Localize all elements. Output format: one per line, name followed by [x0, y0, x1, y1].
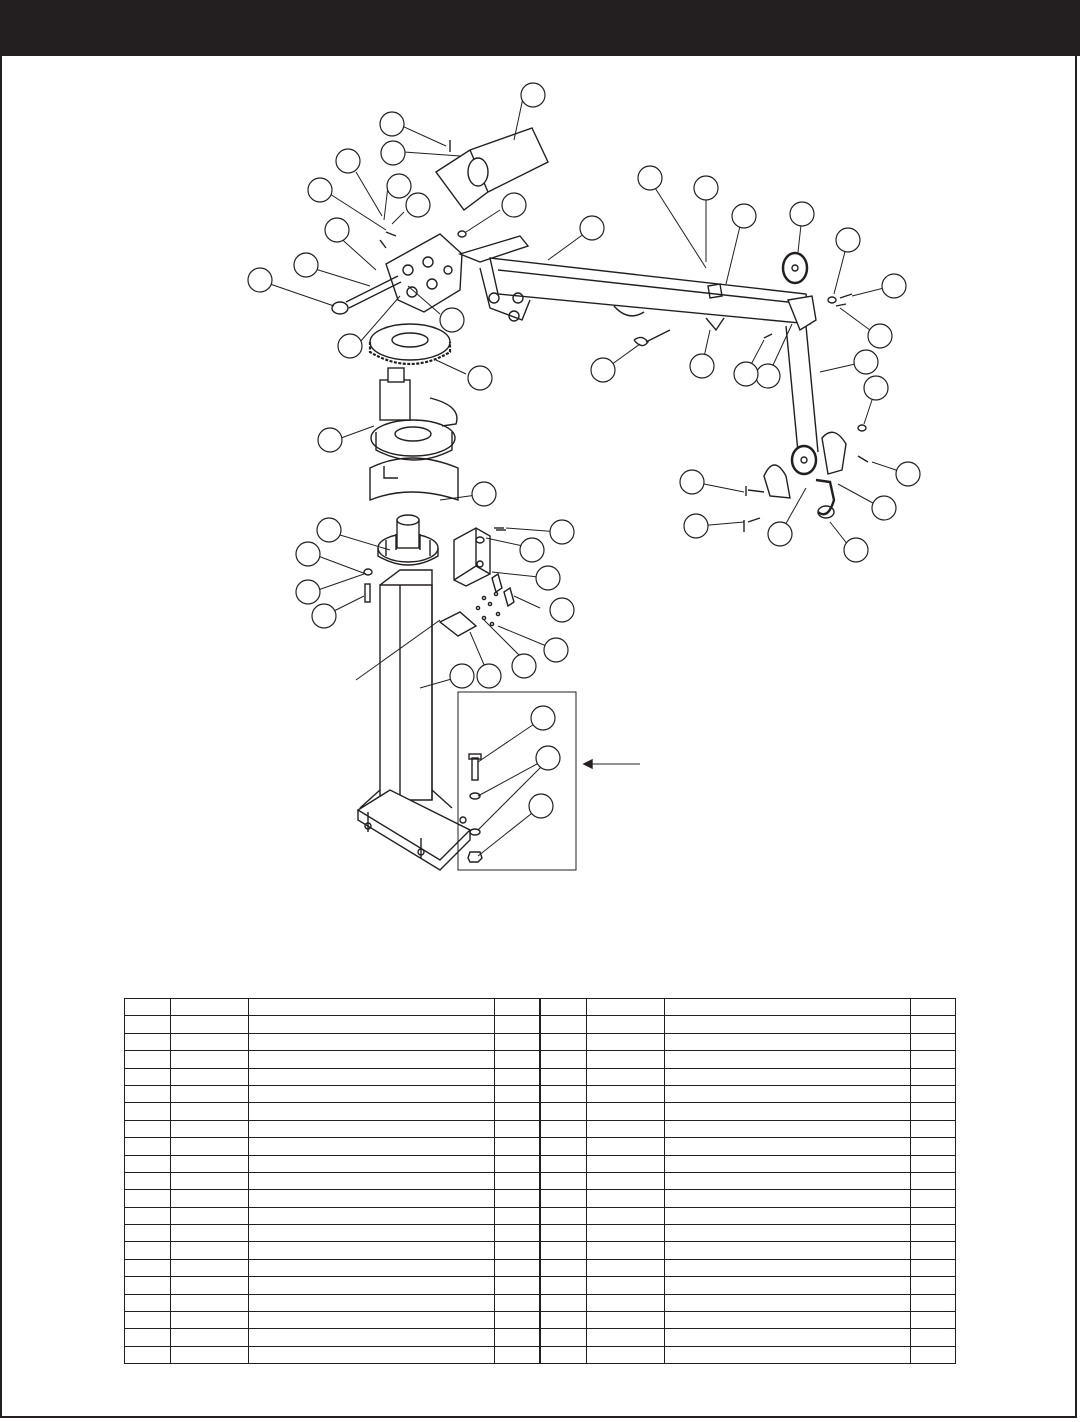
table-row — [125, 1138, 956, 1155]
table-row — [125, 1329, 956, 1346]
cell-qty — [495, 1103, 540, 1120]
table-row — [125, 999, 956, 1016]
cell-item — [541, 1294, 587, 1311]
cell-part-number — [171, 1294, 249, 1311]
cell-item — [125, 1207, 171, 1224]
cell-qty — [495, 1207, 540, 1224]
cell-part-number — [171, 1138, 249, 1155]
cell-part-number — [171, 1172, 249, 1189]
cell-qty — [911, 1225, 956, 1242]
callout-circles — [248, 83, 920, 818]
cell-qty — [911, 1277, 956, 1294]
table-row — [125, 1225, 956, 1242]
cell-qty — [495, 1329, 540, 1346]
cell-part-number — [587, 1312, 665, 1329]
cell-qty — [911, 1294, 956, 1311]
parts-list-table — [124, 998, 956, 1364]
table-row — [125, 1259, 956, 1276]
cell-description — [665, 1016, 911, 1033]
cell-item — [125, 1346, 171, 1363]
cell-qty — [911, 1207, 956, 1224]
cell-part-number — [171, 1016, 249, 1033]
cable — [786, 326, 818, 452]
cell-description — [665, 1051, 911, 1068]
cell-qty — [911, 1051, 956, 1068]
table-row — [125, 1312, 956, 1329]
cell-qty — [911, 1172, 956, 1189]
cell-part-number — [171, 1033, 249, 1050]
cell-item — [541, 1068, 587, 1085]
cell-part-number — [587, 1085, 665, 1102]
cell-qty — [495, 1155, 540, 1172]
cell-description — [665, 1103, 911, 1120]
cell-qty — [495, 1259, 540, 1276]
cell-part-number — [587, 1172, 665, 1189]
cell-description — [249, 1155, 495, 1172]
header-bar — [0, 0, 1080, 56]
table-row — [125, 1085, 956, 1102]
cell-qty — [911, 1138, 956, 1155]
cell-qty — [495, 1068, 540, 1085]
cell-qty — [911, 1190, 956, 1207]
cell-part-number — [171, 1225, 249, 1242]
table-row — [125, 1346, 956, 1363]
table-row — [125, 1016, 956, 1033]
cell-description — [249, 1329, 495, 1346]
cell-description — [249, 1120, 495, 1137]
cell-part-number — [587, 1346, 665, 1363]
cell-item — [541, 1242, 587, 1259]
table-row — [125, 1294, 956, 1311]
cell-part-number — [587, 1120, 665, 1137]
cell-qty — [911, 1312, 956, 1329]
cell-description — [249, 1103, 495, 1120]
cell-qty — [495, 1085, 540, 1102]
cell-description — [249, 1277, 495, 1294]
cell-description — [665, 1207, 911, 1224]
cell-qty — [911, 1259, 956, 1276]
cell-qty — [495, 1225, 540, 1242]
cell-item — [541, 1033, 587, 1050]
cell-description — [665, 999, 911, 1016]
cell-part-number — [171, 1155, 249, 1172]
cell-part-number — [171, 1207, 249, 1224]
cell-item — [125, 1225, 171, 1242]
cell-description — [665, 1120, 911, 1137]
cell-description — [249, 1312, 495, 1329]
cell-item — [541, 1085, 587, 1102]
cell-part-number — [171, 1103, 249, 1120]
control-box — [454, 528, 514, 606]
cell-part-number — [171, 1242, 249, 1259]
table-row — [125, 1120, 956, 1137]
cell-item — [541, 1312, 587, 1329]
cell-qty — [495, 1190, 540, 1207]
cell-part-number — [587, 1051, 665, 1068]
exploded-parts-diagram — [0, 56, 1080, 936]
cell-qty — [495, 1138, 540, 1155]
cell-description — [665, 1346, 911, 1363]
cell-qty — [911, 1033, 956, 1050]
table-row — [125, 1207, 956, 1224]
cell-qty — [495, 1033, 540, 1050]
cover-plate — [440, 592, 500, 636]
cover-band — [370, 458, 458, 500]
cell-part-number — [171, 1312, 249, 1329]
cell-item — [125, 1138, 171, 1155]
cell-description — [665, 1259, 911, 1276]
cell-item — [541, 1051, 587, 1068]
cell-item — [541, 999, 587, 1016]
cell-description — [249, 1085, 495, 1102]
cell-item — [125, 1190, 171, 1207]
cell-item — [125, 1294, 171, 1311]
cell-part-number — [587, 1138, 665, 1155]
top-sheave — [783, 253, 807, 283]
cell-part-number — [171, 1120, 249, 1137]
cell-qty — [911, 1016, 956, 1033]
cell-item — [125, 1103, 171, 1120]
upper-mast — [371, 368, 457, 460]
table-row — [125, 1068, 956, 1085]
cell-description — [249, 1225, 495, 1242]
cell-qty — [911, 1329, 956, 1346]
cell-description — [249, 1346, 495, 1363]
cell-item — [541, 1103, 587, 1120]
cell-qty — [495, 1277, 540, 1294]
cell-qty — [911, 1242, 956, 1259]
cell-qty — [495, 1312, 540, 1329]
cell-description — [665, 1277, 911, 1294]
cell-qty — [911, 1085, 956, 1102]
cell-part-number — [587, 1190, 665, 1207]
cell-item — [541, 1172, 587, 1189]
cell-item — [125, 1259, 171, 1276]
table-row — [125, 1172, 956, 1189]
cell-item — [125, 1312, 171, 1329]
cell-description — [665, 1138, 911, 1155]
cell-description — [665, 1172, 911, 1189]
cell-qty — [495, 1120, 540, 1137]
cell-item — [541, 1225, 587, 1242]
table-row — [125, 1033, 956, 1050]
cell-description — [665, 1294, 911, 1311]
base-flange — [378, 515, 438, 565]
cell-part-number — [171, 999, 249, 1016]
cell-item — [125, 1155, 171, 1172]
cell-qty — [911, 1155, 956, 1172]
cell-part-number — [587, 1016, 665, 1033]
cell-item — [541, 1016, 587, 1033]
table-row — [125, 1155, 956, 1172]
boom — [460, 236, 816, 330]
cell-description — [249, 1016, 495, 1033]
cell-part-number — [587, 1103, 665, 1120]
cell-item — [125, 1085, 171, 1102]
cell-item — [541, 1277, 587, 1294]
cell-item — [541, 1207, 587, 1224]
cell-item — [125, 999, 171, 1016]
cell-item — [541, 1259, 587, 1276]
cell-item — [125, 1242, 171, 1259]
cell-description — [249, 1068, 495, 1085]
cell-description — [665, 1329, 911, 1346]
cell-part-number — [587, 1294, 665, 1311]
cell-description — [249, 1242, 495, 1259]
cell-part-number — [171, 1085, 249, 1102]
cell-qty — [911, 999, 956, 1016]
cell-description — [249, 1033, 495, 1050]
cell-item — [541, 1155, 587, 1172]
cell-part-number — [587, 1207, 665, 1224]
table-row — [125, 1190, 956, 1207]
cell-qty — [495, 1242, 540, 1259]
cell-qty — [911, 1346, 956, 1363]
cell-item — [125, 1172, 171, 1189]
cell-part-number — [587, 1242, 665, 1259]
cell-description — [249, 1259, 495, 1276]
cell-qty — [495, 1346, 540, 1363]
cell-description — [665, 1155, 911, 1172]
cell-item — [125, 1068, 171, 1085]
cell-part-number — [171, 1259, 249, 1276]
table-row — [125, 1103, 956, 1120]
hook-block — [764, 432, 868, 518]
cell-description — [665, 1312, 911, 1329]
cell-description — [249, 1051, 495, 1068]
cell-item — [125, 1120, 171, 1137]
cell-part-number — [587, 999, 665, 1016]
parts-list-body — [125, 999, 956, 1364]
cell-description — [249, 999, 495, 1016]
cell-qty — [911, 1068, 956, 1085]
cell-item — [541, 1190, 587, 1207]
cell-part-number — [171, 1051, 249, 1068]
cell-item — [125, 1277, 171, 1294]
cell-qty — [911, 1120, 956, 1137]
table-row — [125, 1277, 956, 1294]
slew-gear — [370, 324, 450, 364]
cell-qty — [495, 1016, 540, 1033]
cell-description — [665, 1242, 911, 1259]
table-row — [125, 1051, 956, 1068]
cell-item — [125, 1051, 171, 1068]
motor — [436, 128, 548, 210]
cell-item — [541, 1329, 587, 1346]
table-row — [125, 1242, 956, 1259]
cell-qty — [495, 999, 540, 1016]
cell-item — [125, 1016, 171, 1033]
cell-part-number — [171, 1190, 249, 1207]
cell-description — [665, 1068, 911, 1085]
cell-description — [249, 1207, 495, 1224]
cell-part-number — [171, 1068, 249, 1085]
cell-part-number — [587, 1259, 665, 1276]
cell-description — [665, 1225, 911, 1242]
cell-item — [125, 1329, 171, 1346]
cell-item — [541, 1138, 587, 1155]
cell-item — [125, 1033, 171, 1050]
cell-qty — [495, 1051, 540, 1068]
cell-qty — [495, 1294, 540, 1311]
cell-part-number — [171, 1277, 249, 1294]
cell-part-number — [587, 1068, 665, 1085]
cell-description — [249, 1138, 495, 1155]
cell-description — [665, 1085, 911, 1102]
cell-part-number — [587, 1277, 665, 1294]
cell-part-number — [171, 1329, 249, 1346]
cell-qty — [911, 1103, 956, 1120]
cell-part-number — [587, 1225, 665, 1242]
cell-part-number — [587, 1155, 665, 1172]
cell-part-number — [171, 1346, 249, 1363]
cell-part-number — [587, 1329, 665, 1346]
cell-item — [541, 1120, 587, 1137]
cell-qty — [495, 1172, 540, 1189]
cell-description — [249, 1172, 495, 1189]
cell-item — [541, 1346, 587, 1363]
cell-description — [249, 1294, 495, 1311]
cell-description — [249, 1190, 495, 1207]
cell-description — [665, 1033, 911, 1050]
cell-description — [665, 1190, 911, 1207]
cell-part-number — [587, 1033, 665, 1050]
